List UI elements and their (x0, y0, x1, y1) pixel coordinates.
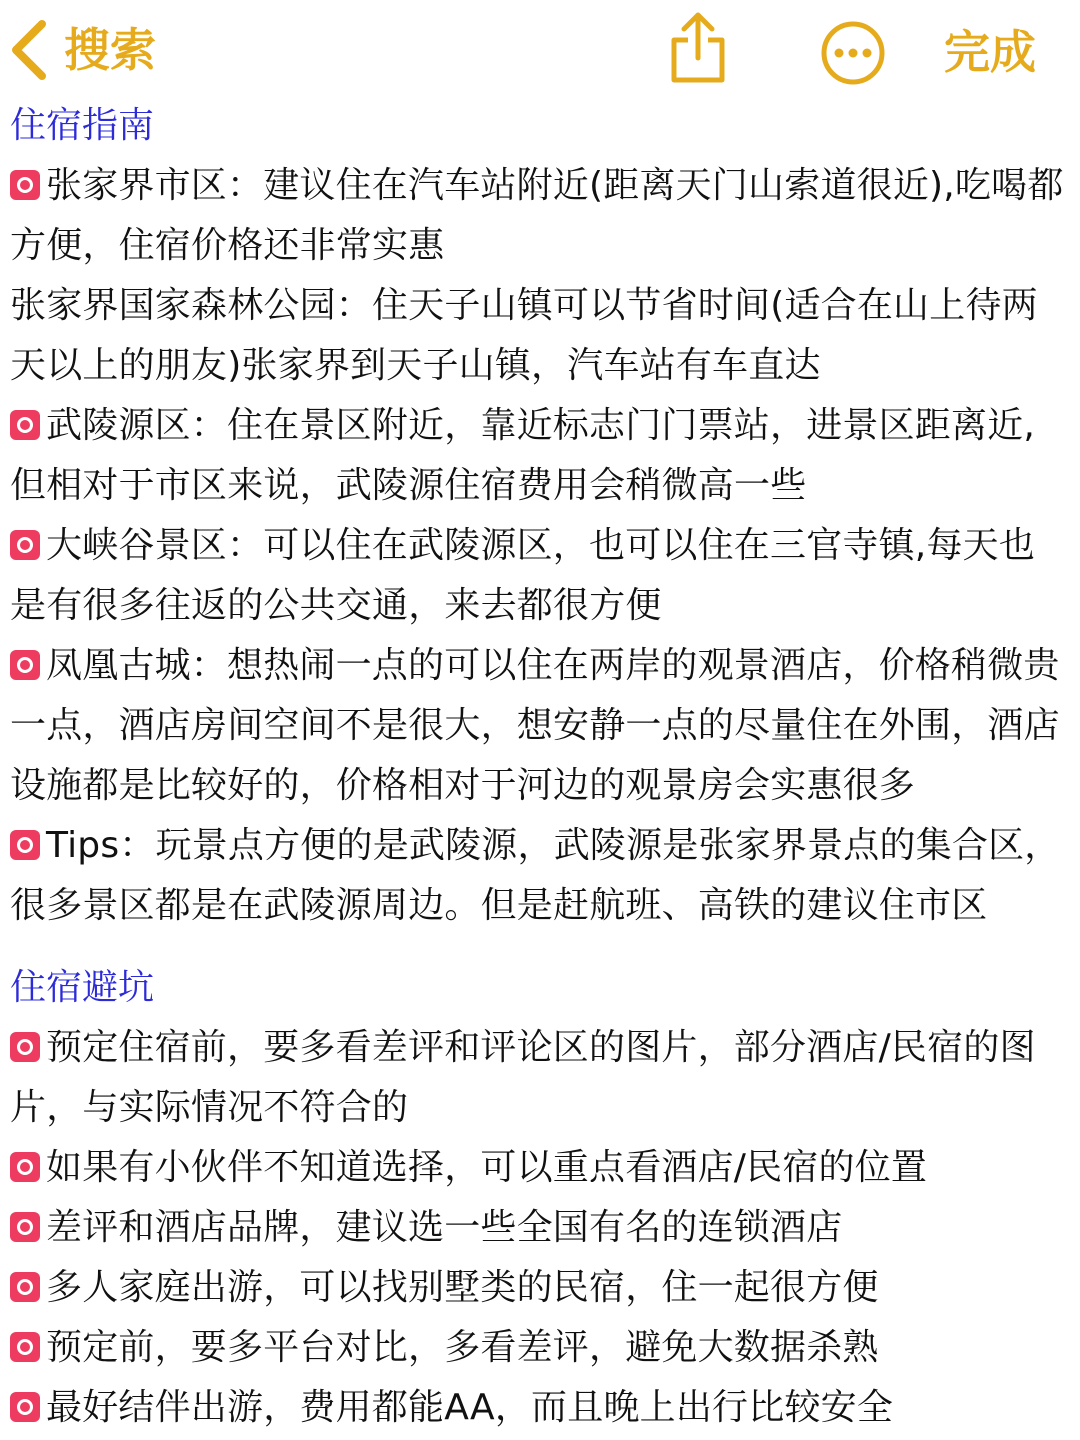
list-item (10, 276, 1070, 396)
back-button[interactable] (6, 18, 156, 82)
list-item (10, 1138, 1070, 1198)
list-item-text: 差评和酒店品牌，建议选一些全国有名的连锁酒店 (46, 1207, 843, 1248)
list-item-text: 多人家庭出游，可以找别墅类的民宿，住一起很方便 (46, 1267, 879, 1308)
more-button[interactable] (820, 20, 886, 86)
circle-bullet-icon (10, 530, 40, 560)
list-item-text: Tips：玩景点方便的是武陵源，武陵源是张家界景点的集合区，很多景区都是在武陵源周边。但是赶航班、高铁的建议住市区 (10, 825, 1061, 926)
circle-bullet-icon (10, 1212, 40, 1242)
note-body (10, 96, 1070, 1438)
list-item-text: 大峡谷景区：可以住在武陵源区，也可以住在三官寺镇,每天也是有很多往返的公共交通，来去都很方便 (10, 525, 1036, 626)
list-item-text: 武陵源区：住在景区附近，靠近标志门门票站，进景区距离近,但相对于市区来说，武陵源住宿费用会稍微高一些 (10, 405, 1036, 506)
navigation-bar (0, 0, 1080, 98)
circle-bullet-icon (10, 1392, 40, 1422)
list-item-text: 如果有小伙伴不知道选择，可以重点看酒店/民宿的位置 (46, 1147, 928, 1188)
circle-bullet-icon (10, 1272, 40, 1302)
list-item (10, 1318, 1070, 1378)
list-item (10, 516, 1070, 636)
section-heading: 住宿避坑 (10, 967, 155, 1008)
share-button[interactable] (666, 10, 730, 86)
list-item (10, 1258, 1070, 1318)
circle-bullet-icon (10, 1152, 40, 1182)
list-item (10, 396, 1070, 516)
list-item-text: 凤凰古城：想热闹一点的可以住在两岸的观景酒店，价格稍微贵一点，酒店房间空间不是很大，想安静一点的尽量住在外围，酒店设施都是比较好的，价格相对于河边的观景房会实惠很多 (10, 645, 1060, 806)
circle-bullet-icon (10, 1032, 40, 1062)
list-item-text: 预定前，要多平台对比，多看差评，避免大数据杀熟 (46, 1327, 879, 1368)
more-icon (820, 71, 886, 90)
section-lodging-guide (10, 96, 1070, 936)
list-item-text: 预定住宿前，要多看差评和评论区的图片，部分酒店/民宿的图片，与实际情况不符合的 (10, 1027, 1036, 1128)
list-item-text: 张家界市区：建议住在汽车站附近(距离天门山索道很近),吃喝都方便，住宿价格还非常实惠 (10, 165, 1064, 266)
list-item (10, 156, 1070, 276)
share-icon (666, 71, 730, 90)
list-item (10, 1378, 1070, 1438)
done-button[interactable]: 完成 (944, 25, 1036, 79)
list-item (10, 816, 1070, 936)
section-lodging-pitfalls (10, 958, 1070, 1438)
circle-bullet-icon (10, 650, 40, 680)
list-item (10, 636, 1070, 816)
back-label: 搜索 (64, 23, 156, 77)
list-item-text: 张家界国家森林公园：住天子山镇可以节省时间(适合在山上待两天以上的朋友)张家界到天子山镇，汽车站有车直达 (10, 285, 1038, 386)
section-heading: 住宿指南 (10, 105, 155, 146)
chevron-left-icon (6, 18, 50, 82)
list-item-text: 最好结伴出游，费用都能AA，而且晚上出行比较安全 (46, 1387, 894, 1428)
circle-bullet-icon (10, 830, 40, 860)
circle-bullet-icon (10, 410, 40, 440)
circle-bullet-icon (10, 170, 40, 200)
list-item (10, 1198, 1070, 1258)
circle-bullet-icon (10, 1332, 40, 1362)
section-spacer (10, 936, 1070, 958)
list-item (10, 1018, 1070, 1138)
